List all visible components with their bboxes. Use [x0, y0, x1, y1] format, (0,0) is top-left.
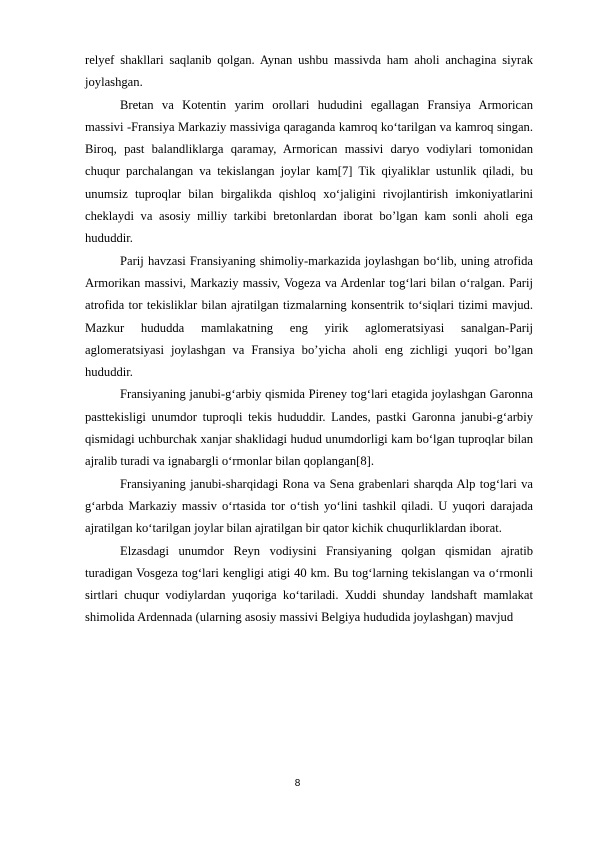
paragraph-continuation: relyef shakllari saqlanib qolgan. Aynan ushbu massivda ham aholi anchagina siyrak joylashgan.: [85, 53, 533, 90]
paragraph-paris-basin: Parij havzasi Fransiyaning shimoliy-markazida joylashgan bo‘lib, uning atrofida Armorikan massivi, Markaziy massiv, Vogeza va Ardenlar tog‘lari bilan o‘ralgan. Parij atrofida tor tekisliklar bilan ajratilgan tizmalarning konsentrik to‘siqlari tizimi mavjud. Mazkur hududda mamlakatning eng yirik aglomeratsiyasi sanalgan-Parij aglomeratsiyasi joylashgan va Fransiya bo’yicha aholi eng zichligi yuqori bo’lgan hududdir.: [85, 253, 533, 380]
paragraph-rhone-saone: Fransiyaning janubi-sharqidagi Rona va Sena grabenlari sharqda Alp tog‘lari va g‘arbda Markaziy massiv o‘rtasida tor o‘tish yo‘lini tashkil qiladi. U yuqori darajada ajratilgan ko‘tarilgan joylar bilan ajratilgan bir qator kichik chuqurliklardan iborat.: [85, 476, 533, 536]
paragraph-garonne-lowland: Fransiyaning janubi-g‘arbiy qismida Pireney tog‘lari etagida joylashgan Garonna pasttekisligi unumdor tuproqli tekis hududdir. Landes, pastki Garonna janubi-g‘arbiy qismidagi uchburchak xanjar shaklidagi hudud unumdorligi kam bo‘lgan tuproqlar bilan ajralib turadi va ignabargli o‘rmonlar bilan qoplangan[8].: [85, 387, 533, 469]
document-page: [85, 49, 533, 629]
paragraph-vosges: Elzasdagi unumdor Reyn vodiysini Fransiyaning qolgan qismidan ajratib turadigan Vosgeza tog‘lari kengligi atigi 40 km. Bu tog‘larning tekislangan va o‘rmonli sirtlari chuqur vodiylardan yuqoriga ko‘tariladi. Xuddi shunday landshaft mamlakat shimolida Ardennada (ularning asosiy massivi Belgiya hududida joylashgan) mavjud: [85, 543, 533, 625]
page-number: 8: [294, 778, 301, 789]
paragraph-armorican-massif: Bretan va Kotentin yarim orollari hududini egallagan Fransiya Armorican massivi -Fransiya Markaziy massiviga qaraganda kamroq ko‘tarilgan va kamroq singan. Biroq, past balandliklarga qaramay, Armorican massivi daryo vodiylari tomonidan chuqur parchalangan va tekislangan joylar kam[7] Tik qiyaliklar ustunlik qiladi, bu unumsiz tuproqlar bilan birgalikda qishloq xo‘jaligini rivojlantirish imkoniyatlarini cheklaydi va asosiy milliy tarkibi bretonlardan iborat bo’lgan kam sonli aholi ega hududdir.: [85, 97, 533, 246]
